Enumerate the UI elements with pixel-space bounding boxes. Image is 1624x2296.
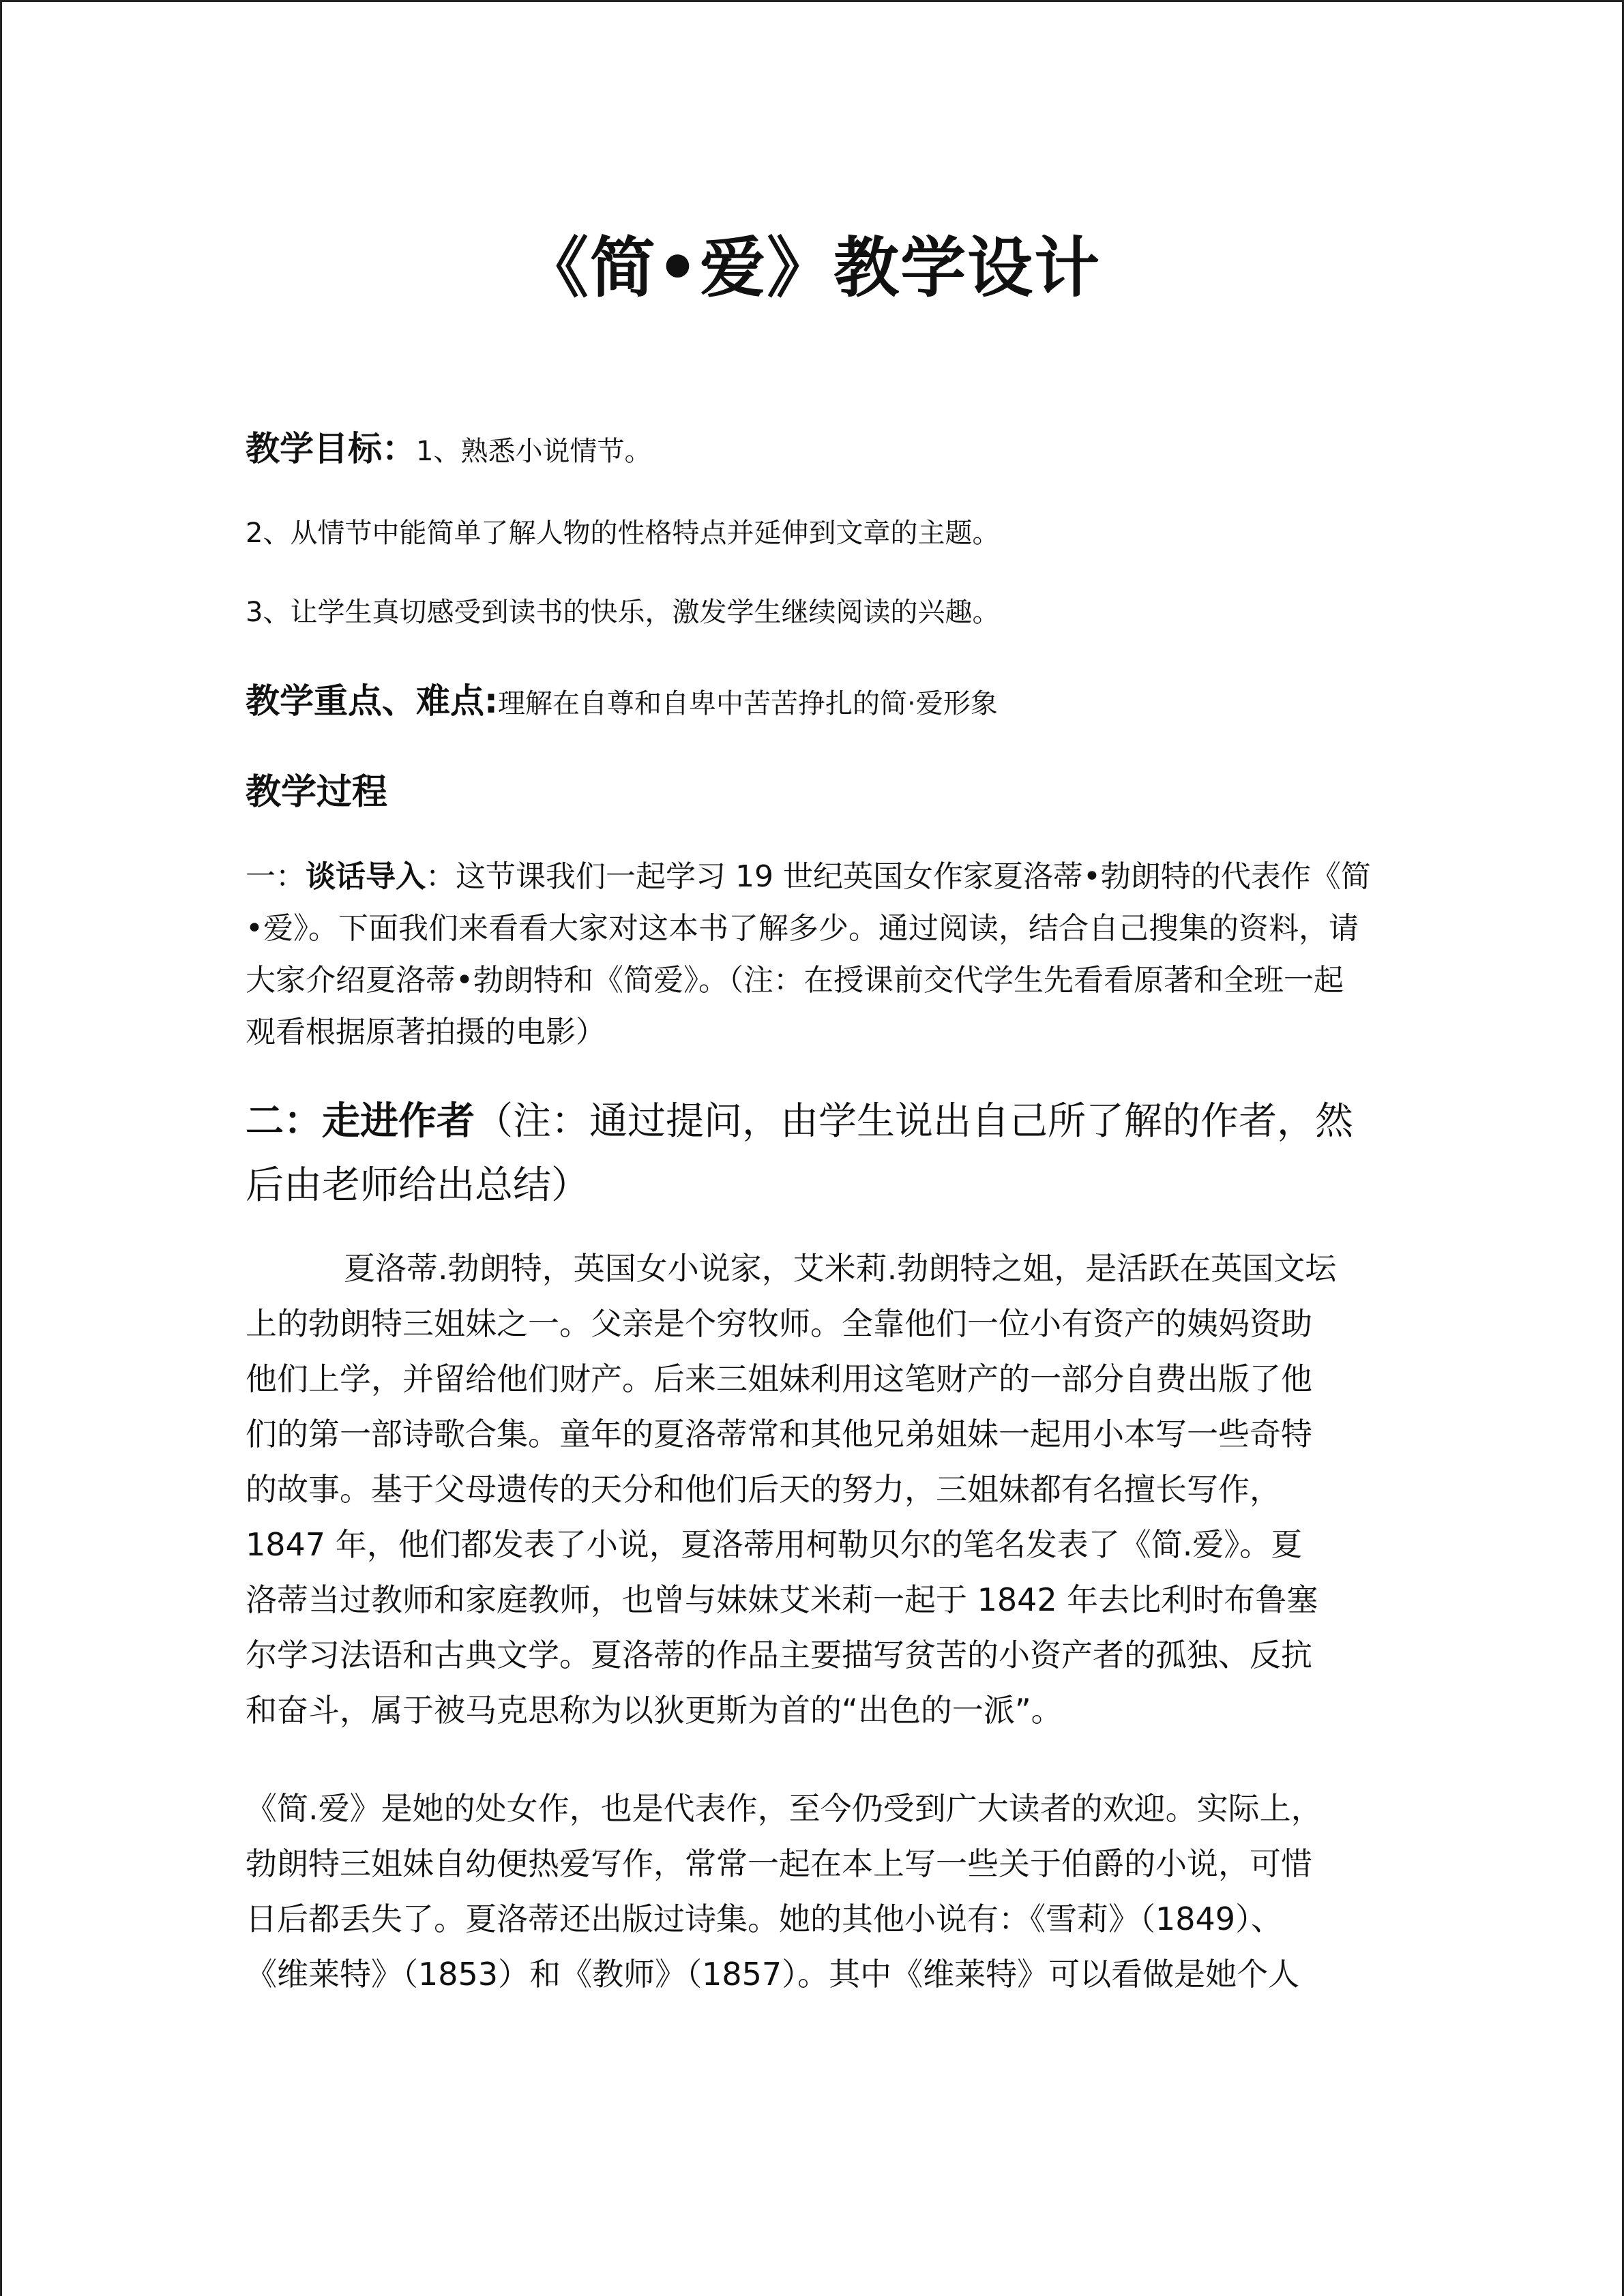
intro-line-2: •爱》。下面我们来看看大家对这本书了解多少。通过阅读，结合自己搜集的资料，请 — [246, 911, 1359, 946]
author-line-8: 尔学习法语和古典文学。夏洛蒂的作品主要描写贫苦的小资产者的孤独、反抗 — [246, 1637, 1312, 1673]
author-line-4: 们的第一部诗歌合集。童年的夏洛蒂常和其他兄弟姐妹一起用小本写一些奇特 — [246, 1416, 1312, 1452]
author-note-1: （注：通过提问，由学生说出自己所了解的作者，然 — [475, 1099, 1353, 1144]
author-paragraph — [246, 1241, 1385, 1738]
objective-item-3: 3、让学生真切感受到读书的快乐，激发学生继续阅读的兴趣。 — [246, 597, 1000, 628]
author-line-9: 和奋斗，属于被马克思称为以狄更斯为首的“出色的一派”。 — [246, 1692, 1063, 1729]
author-heading: 二：走进作者 — [246, 1099, 475, 1144]
author-heading-line-1 — [246, 1090, 1385, 1154]
objectives-heading: 教学目标： — [246, 429, 416, 468]
works-line-1: 《简.爱》是她的处女作，也是代表作，至今仍受到广大读者的欢迎。实际上， — [246, 1790, 1323, 1827]
author-line-2: 上的勃朗特三姐妹之一。父亲是个穷牧师。全靠他们一位小有资产的姨妈资助 — [246, 1305, 1312, 1342]
objective-item-2: 2、从情节中能简单了解人物的性格特点并延伸到文章的主题。 — [246, 518, 1000, 549]
intro-text-1: ：这节课我们一起学习 19 世纪英国女作家夏洛蒂•勃朗特的代表作《简 — [426, 859, 1371, 894]
works-paragraph — [246, 1781, 1385, 2002]
intro-prefix: 一： — [246, 859, 306, 894]
objectives-line — [246, 421, 1385, 484]
intro-line-1 — [246, 851, 1385, 903]
key-points-text: 理解在自尊和自卑中苦苦挣扎的简·爱形象 — [498, 688, 998, 719]
intro-paragraph — [246, 851, 1385, 1058]
key-points-heading: 教学重点、难点: — [246, 681, 498, 721]
works-line-4: 《维莱特》（1853）和《教师》（1857）。其中《维莱特》可以看做是她个人 — [246, 1956, 1300, 1993]
author-line-1: 夏洛蒂.勃朗特，英国女小说家，艾米莉.勃朗特之姐，是活跃在英国文坛 — [344, 1250, 1337, 1287]
author-line-5: 的故事。基于父母遗传的天分和他们后天的努力，三姐妹都有名擅长写作， — [246, 1471, 1281, 1508]
works-line-2: 勃朗特三姐妹自幼便热爱写作，常常一起在本上写一些关于伯爵的小说，可惜 — [246, 1845, 1312, 1882]
document-title: 《简•爱》教学设计 — [522, 230, 1102, 306]
author-note-2: 后由老师给出总结） — [246, 1163, 589, 1208]
works-line-3: 日后都丢失了。夏洛蒂还出版过诗集。她的其他小说有：《雪莉》（1849）、 — [246, 1900, 1283, 1937]
intro-line-4: 观看根据原著拍摄的电影） — [246, 1015, 606, 1049]
key-points-line — [246, 674, 1385, 736]
intro-line-3: 大家介绍夏洛蒂•勃朗特和《简爱》。（注：在授课前交代学生先看看原著和全班一起 — [246, 963, 1344, 998]
objective-item-1: 1、熟悉小说情节。 — [416, 436, 652, 467]
author-line-7: 洛蒂当过教师和家庭教师，也曾与妹妹艾米莉一起于 1842 年去比利时布鲁塞 — [246, 1581, 1318, 1618]
author-section-heading — [246, 1090, 1385, 1218]
author-line-3: 他们上学，并留给他们财产。后来三姐妹利用这笔财产的一部分自费出版了他 — [246, 1360, 1312, 1397]
intro-label: 谈话导入 — [306, 859, 426, 894]
process-heading: 教学过程 — [246, 772, 388, 813]
author-line-6: 1847 年，他们都发表了小说，夏洛蒂用柯勒贝尔的笔名发表了《简.爱》。夏 — [246, 1526, 1303, 1563]
